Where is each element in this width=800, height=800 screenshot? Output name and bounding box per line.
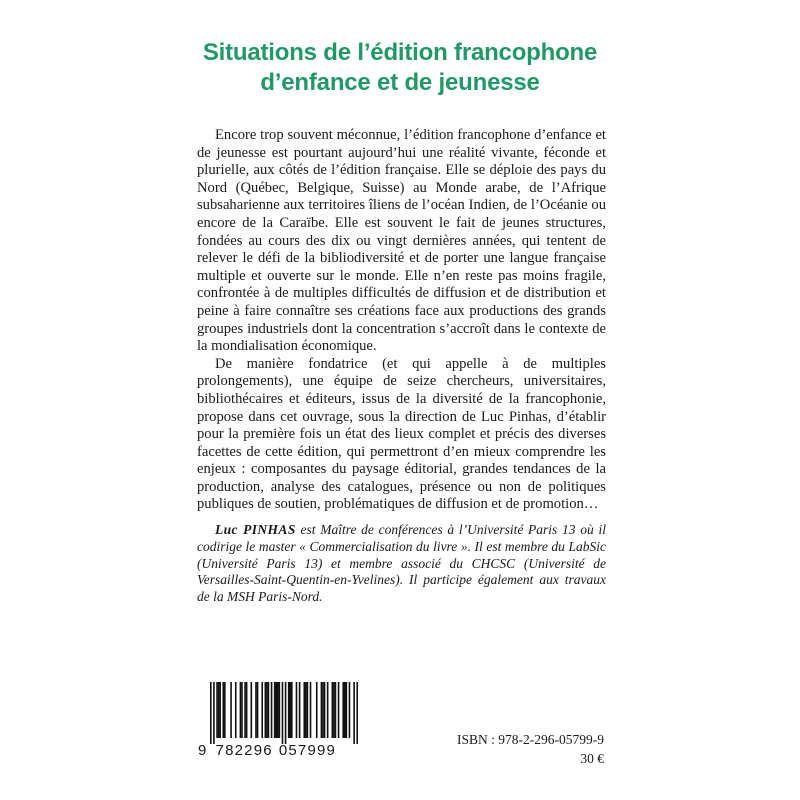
barcode-bar [275, 682, 277, 738]
barcode-bar [244, 682, 246, 738]
barcode-bar [338, 682, 340, 738]
barcode-digits-left: 782296 [215, 742, 273, 759]
barcode-bar [310, 682, 312, 738]
blurb-paragraph-2: De manière fondatrice (et qui appelle à de multiples prolongements), une équipe de seize chercheurs, universitaires, bibliothécaires et éditeurs, issus de la diversité de la francophonie, propose dans cet ouvrage, sous la direction de Luc Pinhas, d’établir pour la première fois un état des lieux complet et précis des diverses facettes de cette édition, qui permettront d’en mieux comprendre les enjeux : composantes du paysage éditorial, grandes tendances de la production, analyse des catalogues, présence ou non de politiques publiques de soutien, problématiques de diffusion et de promotion… [197, 355, 606, 513]
barcode-bar [333, 682, 335, 738]
barcode-bar [216, 682, 218, 738]
barcode-bar [285, 682, 287, 744]
barcode-bar [210, 682, 212, 744]
barcode-bar [346, 682, 348, 738]
barcode-bar [322, 682, 324, 738]
barcode-bar [218, 682, 220, 738]
barcode-digits [198, 742, 358, 759]
barcode-bar [241, 682, 243, 738]
barcode-bars [210, 682, 358, 744]
barcode-bar [224, 682, 226, 738]
blurb-paragraph-1: Encore trop souvent méconnue, l’édition francophone d’enfance et de jeunesse est pourtant aujourd’hui une réalité vivante, féconde et plurielle, aux côtés de l’édition française. Elle se déploie des pays du Nord (Québec, Belgique, Suisse) au Monde arabe, de l’Afrique subsaharienne aux territoires îliens de l’océan Indien, de l’Océanie ou encore de la Caraïbe. Elle est souvent le fait de jeunes structures, fondées au cours des dix ou vingt dernières années, qui tentent de relever le défi de la bibliodiversité et de porter une langue française multiple et ouverte sur le monde. Elle n’en reste pas moins fragile, confrontée à de multiples difficultés de diffusion et de distribution et peine à faire connaître ses créations face aux productions des grands groupes industriels dont la concentration s’accroît dans le contexte de la mondialisation économique. [197, 127, 606, 355]
barcode-bar [266, 682, 268, 738]
barcode-bar [335, 682, 337, 738]
barcode-bar [305, 682, 307, 738]
barcode-bar [332, 682, 334, 738]
barcode-digit-first: 9 [198, 742, 208, 759]
blurb-text [197, 127, 606, 514]
barcode-bar [324, 682, 326, 738]
barcode-bar [240, 682, 242, 738]
barcode-bar [344, 682, 346, 738]
book-title [150, 38, 650, 98]
barcode-bar [219, 682, 221, 738]
barcode-bar [261, 682, 263, 738]
barcode-bar [353, 682, 355, 744]
barcode-bar [356, 682, 358, 744]
barcode-bar [307, 682, 309, 738]
barcode-bar [277, 682, 279, 738]
barcode-bar [299, 682, 301, 738]
barcode-bar [230, 682, 232, 738]
barcode-bar [257, 682, 259, 738]
isbn-number: ISBN : 978-2-296-05799-9 [457, 732, 604, 747]
barcode-bar [349, 682, 351, 738]
barcode-bar [279, 682, 281, 738]
barcode-bar [274, 682, 276, 738]
barcode-bar [251, 682, 253, 738]
book-title-line-1: Situations de l’édition francophone [202, 39, 598, 66]
barcode-bar [296, 682, 298, 738]
barcode-bar [321, 682, 323, 738]
barcode-bar [213, 682, 215, 744]
barcode-bar [342, 682, 344, 738]
author-bio-text: est Maître de conférences à l’Université Paris 13 où il codirige le master « Commercialisation du livre ». Il est membre du LabSic (Université Paris 13) et membre associé du CHCSC (Université de Versailles-Saint-Quentin-en-Yvelines). Il participe également aux travaux de la MSH Paris-Nord. [197, 522, 606, 605]
barcode-bar [255, 682, 257, 738]
barcode-digits-right: 057999 [278, 742, 337, 759]
barcode-bar [316, 682, 318, 738]
barcode [198, 682, 358, 760]
price: 30 € [580, 751, 604, 766]
barcode-bar [288, 682, 290, 738]
author-name: Luc PINHAS [215, 522, 296, 537]
barcode-bar [303, 682, 305, 738]
barcode-bar [291, 682, 293, 738]
barcode-bar [289, 682, 291, 738]
book-title-line-2: d’enfance et de jeunesse [260, 69, 540, 96]
barcode-bar [268, 682, 270, 738]
barcode-bar [265, 682, 267, 738]
barcode-bar [282, 682, 284, 744]
barcode-bar [222, 682, 224, 738]
barcode-bar [271, 682, 273, 738]
barcode-bar [246, 682, 248, 738]
author-bio [197, 522, 606, 606]
barcode-bar [235, 682, 237, 738]
barcode-bar [327, 682, 329, 738]
